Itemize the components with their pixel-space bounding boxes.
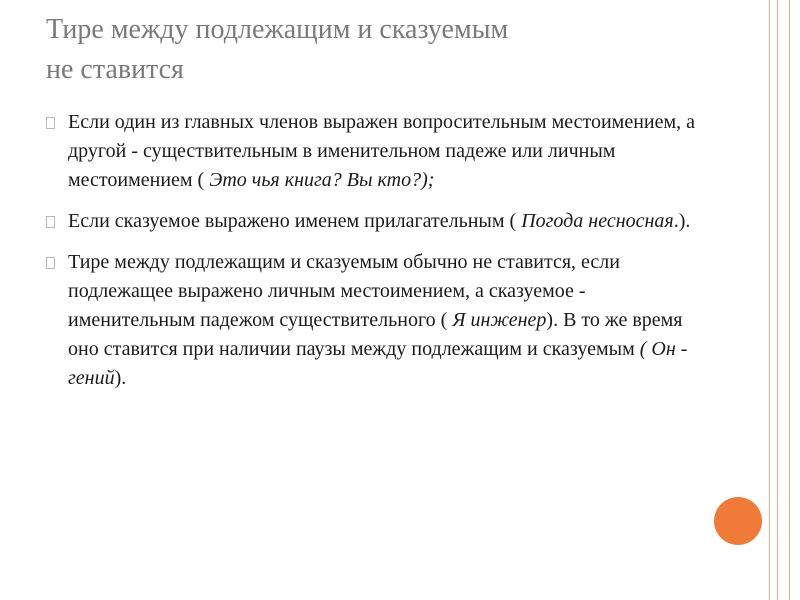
- frame-line: [789, 0, 790, 600]
- example-text: ( Он - гений: [68, 338, 688, 389]
- rule-text: Если один из главных членов выражен вопросительным местоимением, а другой - существительным в именительном падеже или личным местоимением (: [68, 111, 696, 191]
- title-line-2: не ставится: [46, 54, 184, 85]
- title-line-1: Тире между подлежащим и сказуемым: [46, 14, 509, 45]
- square-bullet-icon: [46, 117, 55, 129]
- bullet-text: [68, 108, 706, 195]
- rule-tail: ).: [114, 367, 127, 389]
- example-text: Погода несносная: [521, 210, 674, 232]
- frame-line: [769, 0, 770, 600]
- rule-text: Если сказуемое выражено именем прилагательным (: [68, 210, 522, 232]
- frame-line: [777, 0, 778, 600]
- square-bullet-icon: [46, 257, 55, 269]
- bullet-text: [68, 207, 706, 236]
- rule-text: Тире между подлежащим и сказуемым обычно не ставится, если подлежащее выражено личным местоимением, а сказуемое - именительным падежом существительного (: [68, 251, 620, 331]
- example-text: Это чья книга? Вы кто?);: [209, 169, 435, 191]
- square-bullet-icon: [46, 216, 55, 228]
- slide-title: [46, 10, 686, 90]
- bullet-item: [46, 207, 706, 236]
- bullet-item: [46, 248, 706, 393]
- bullet-list: [46, 108, 706, 405]
- accent-circle: [714, 497, 762, 545]
- example-text: Я инженер: [452, 309, 547, 331]
- bullet-text: [68, 248, 706, 393]
- rule-tail: .).: [673, 210, 691, 232]
- rule-tail: ). В то же время оно ставится при наличии паузы между подлежащим и сказуемым: [68, 309, 683, 360]
- bullet-item: [46, 108, 706, 195]
